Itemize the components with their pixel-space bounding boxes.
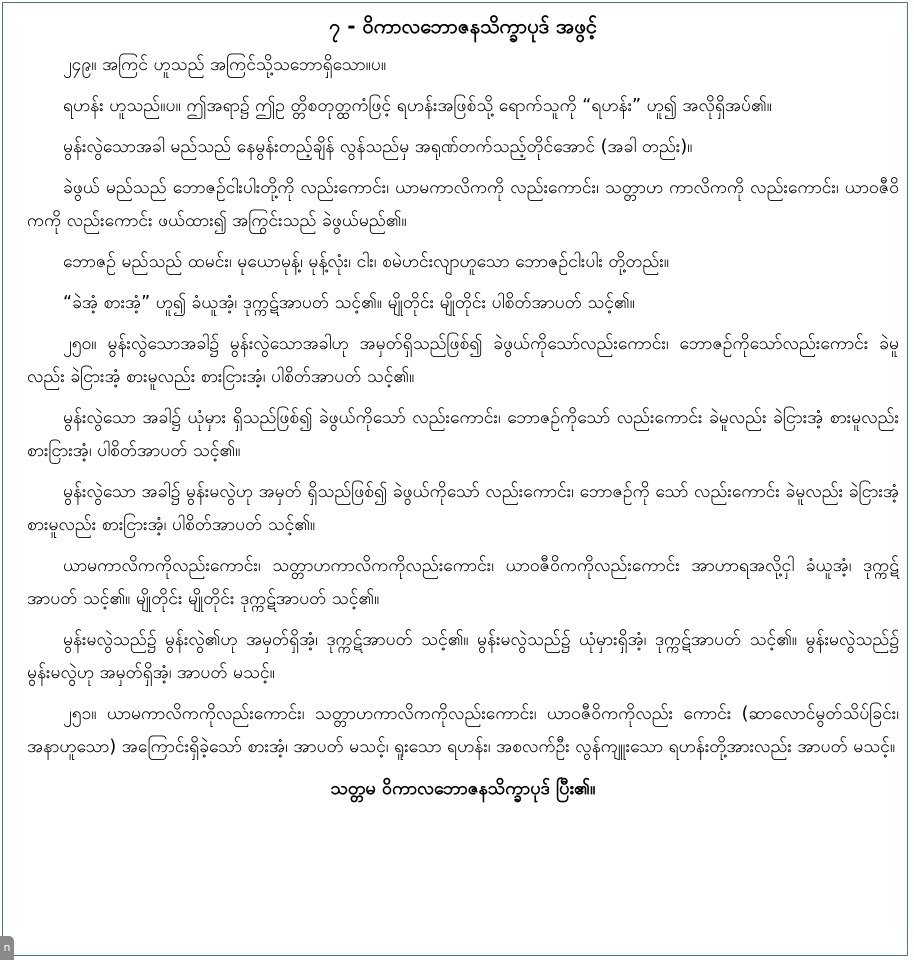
page-frame: [2, 2, 908, 956]
paragraph-2: ရဟန်း ဟူသည်။ပ။ ဤအရာ၌ ဤဥ တ္တိစတုတ္ထကံဖြင့် ရဟန်းအဖြစ်သို့ ရောက်သူကို “ရဟန်း” ဟူ၍ အလိုရှိအပ်၏။: [63, 96, 772, 116]
paragraph-6: “ခဲအံ့ စားအံ့” ဟူ၍ ခံယူအံ့၊ ဒုက္ကဋ်အာပတ် သင့်၏။ မျိုတိုင်း မျိုတိုင်း ပါစိတ်အာပတ် သင့်၏။: [63, 293, 635, 313]
paragraph-3: မွန်းလွဲသောအခါ မည်သည် နေမွန်းတည့်ချိန် လွန်သည်မှ အရုဏ်တက်သည့်တိုင်အောင် (အခါ တည်း)။: [63, 137, 693, 157]
document-body: [27, 9, 899, 806]
paragraph-12: ၂၅၁။ ယာမကာလိကကိုလည်းကောင်း၊ သတ္တာဟကာလိကကိုလည်းကောင်း၊ ယာဝဇီဝိကကိုလည်း ကောင်း (ဆာလောင်မွတ်သိပ်ခြင်း၊ အနာဟူသော) အကြောင်းရှိခဲ့သော် စားအံ့၊ အာပတ် မသင့်၊ ရူးသော ရဟန်း၊ အစလက်ဦး လွန်ကျူးသော ရဟန်းတို့အားလည်း အာပတ် မသင့်။: [27, 704, 899, 757]
closing-line: သတ္တမ ဝိကာလဘောဇနသိက္ခာပုဒ် ပြီး၏။: [330, 778, 596, 799]
corner-tab-label: n: [3, 941, 11, 954]
page-title: ၇ - ဝိကာလဘောဇနသိက္ခာပုဒ် အဖွင့်: [329, 14, 597, 38]
paragraph-4: ခဲဖွယ် မည်သည် ဘောဇဉ်ငါးပါးတို့ကို လည်းကောင်း၊ ယာမကာလိကကို လည်းကောင်း၊ သတ္တာဟ ကာလိကကို လည်းကောင်း၊ ယာဝဇီဝိကကို လည်းကောင်း ဖယ်ထား၍ အကြွင်းသည် ခဲဖွယ်မည်၏။: [27, 178, 899, 231]
paragraph-10: ယာမကာလိကကိုလည်းကောင်း၊ သတ္တာဟကာလိကကိုလည်းကောင်း၊ ယာဝဇီဝိကကိုလည်းကောင်း အာဟာရအလို့ငှါ ခံယူအံ့၊ ဒုက္ကဋ်အာပတ် သင့်၏။ မျိုတိုင်း မျိုတိုင်း ဒုက္ကဋ်အာပတ် သင့်၏။: [27, 556, 899, 609]
paragraph-1: ၂၄၉။ အကြင် ဟူသည် အကြင်သို့သဘောရှိသော။ပ။: [63, 55, 387, 75]
paragraph-11: မွန်းမလွဲသည်၌ မွန်းလွဲ၏ဟု အမှတ်ရှိအံ့၊ ဒုက္ကဋ်အာပတ် သင့်၏။ မွန်းမလွဲသည်၌ ယုံမှားရှိအံ့၊ ဒုက္ကဋ်အာပတ် သင့်၏။ မွန်းမလွဲသည်၌ မွန်းမလွဲဟု အမှတ်ရှိအံ့၊ အာပတ် မသင့်။: [27, 630, 899, 683]
paragraph-5: ဘောဇဉ် မည်သည် ထမင်း၊ မုယောမုန့်၊ မုန့်လုံး၊ ငါး၊ စမဲဟင်းလျာဟူသော ဘောဇဉ်ငါးပါး တို့တည်း။: [63, 252, 670, 272]
corner-tab[interactable]: [0, 936, 14, 960]
paragraph-8: မွန်းလွဲသော အခါ၌ ယုံမှား ရှိသည်ဖြစ်၍ ခဲဖွယ်ကိုသော် လည်းကောင်း၊ ဘောဇဉ်ကိုသော် လည်းကောင်း ခဲမူလည်း ခဲငြားအံ့ စားမူလည်း စားငြားအံ့၊ ပါစိတ်အာပတ် သင့်၏။: [27, 408, 899, 461]
paragraph-7: ၂၅၀။ မွန်းလွဲသောအခါ၌ မွန်းလွဲသောအခါဟု အမှတ်ရှိသည်ဖြစ်၍ ခဲဖွယ်ကိုသော်လည်းကောင်း၊ ဘောဇဉ်ကိုသော်လည်းကောင်း ခဲမူလည်း ခဲငြားအံ့ စားမူလည်း စားငြားအံ့၊ ပါစိတ်အာပတ် သင့်၏။: [27, 334, 899, 387]
paragraph-9: မွန်းလွဲသော အခါ၌ မွန်းမလွဲဟု အမှတ် ရှိသည်ဖြစ်၍ ခဲဖွယ်ကိုသော် လည်းကောင်း၊ ဘောဇဉ်ကို သော် လည်းကောင်း ခဲမူလည်း ခဲငြားအံ့ စားမူလည်း စားငြားအံ့၊ ပါစိတ်အာပတ် သင့်၏။: [27, 482, 899, 535]
